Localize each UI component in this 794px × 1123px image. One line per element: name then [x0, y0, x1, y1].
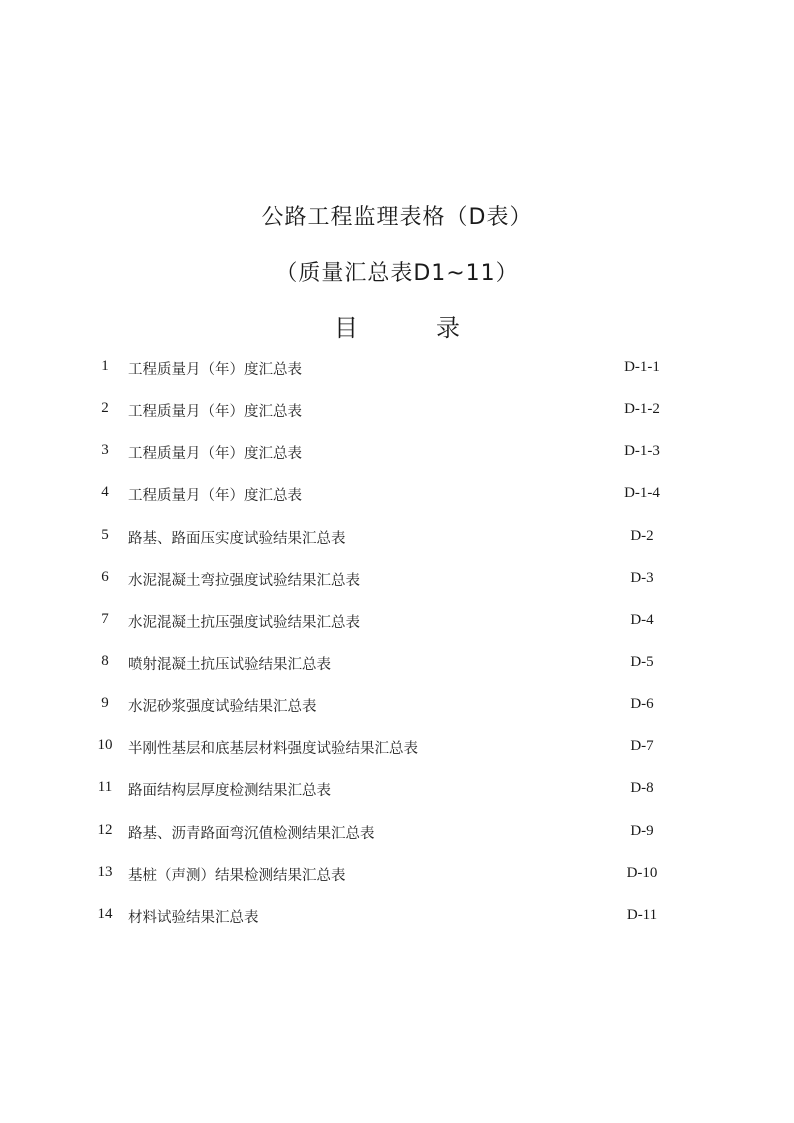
toc-label: 半刚性基层和底基层材料强度试验结果汇总表: [128, 741, 418, 758]
toc-row: [0, 356, 794, 398]
toc-number: 6: [101, 568, 109, 585]
toc-code: D-3: [630, 569, 654, 586]
toc-number: 10: [97, 737, 113, 754]
document-title: 公路工程监理表格（D表）: [261, 205, 533, 230]
toc-number: 13: [97, 863, 113, 880]
toc-heading-right: 录: [436, 314, 460, 342]
toc-number: 3: [101, 442, 109, 459]
toc-row: [0, 693, 794, 735]
toc-row: [0, 567, 794, 609]
toc-number: 7: [101, 610, 109, 627]
toc-code: D-1-1: [624, 359, 660, 375]
toc-label: 水泥混凝土弯拉强度试验结果汇总表: [128, 572, 360, 589]
document-subtitle: （质量汇总表D1~11）: [275, 261, 519, 286]
toc-label: 工程质量月（年）度汇总表: [128, 446, 302, 463]
toc-code: D-1-2: [624, 401, 660, 418]
toc-row: [0, 777, 794, 819]
toc-code: D-1-3: [624, 443, 660, 460]
toc-row: [0, 440, 794, 482]
toc-number: 4: [101, 484, 109, 501]
toc-label: 工程质量月（年）度汇总表: [128, 404, 302, 421]
toc-label: 水泥砂浆强度试验结果汇总表: [128, 699, 317, 716]
toc-code: D-9: [630, 822, 654, 839]
toc-row: [0, 820, 794, 862]
toc-code: D-4: [630, 611, 654, 628]
toc-code: D-11: [626, 906, 658, 923]
toc-row: [0, 735, 794, 777]
toc-label: 水泥混凝土抗压强度试验结果汇总表: [128, 614, 360, 631]
toc-code: D-7: [630, 738, 654, 755]
toc-number: 2: [101, 400, 109, 417]
toc-number: 5: [101, 526, 109, 543]
toc-row: [0, 609, 794, 651]
toc-row: [0, 904, 794, 946]
toc-number: 12: [97, 821, 113, 838]
toc-row: [0, 482, 794, 524]
toc-code: D-1-4: [624, 485, 660, 502]
toc-code: D-10: [626, 864, 658, 881]
toc-row: [0, 525, 794, 567]
toc-label: 基桩（声测）结果检测结果汇总表: [128, 867, 346, 884]
toc-label: 路面结构层厚度检测结果汇总表: [128, 783, 331, 800]
toc-code: D-5: [630, 653, 654, 670]
toc-label: 喷射混凝土抗压试验结果汇总表: [128, 656, 331, 673]
toc-heading: [0, 308, 794, 343]
toc-list: [0, 356, 794, 946]
toc-number: 11: [97, 779, 113, 796]
toc-row: [0, 651, 794, 693]
toc-heading-left: 目: [334, 314, 358, 342]
toc-number: 8: [101, 652, 109, 669]
toc-number: 9: [101, 695, 109, 712]
toc-label: 路基、沥青路面弯沉值检测结果汇总表: [128, 825, 375, 842]
toc-label: 工程质量月（年）度汇总表: [128, 488, 302, 505]
toc-row: [0, 862, 794, 904]
toc-row: [0, 398, 794, 440]
toc-code: D-6: [630, 696, 654, 713]
toc-code: D-8: [630, 780, 654, 797]
toc-label: 路基、路面压实度试验结果汇总表: [128, 530, 346, 547]
toc-number: 1: [101, 358, 109, 374]
toc-number: 14: [97, 905, 113, 922]
toc-label: 材料试验结果汇总表: [128, 909, 259, 926]
toc-code: D-2: [630, 527, 654, 544]
toc-label: 工程质量月（年）度汇总表: [128, 362, 302, 378]
